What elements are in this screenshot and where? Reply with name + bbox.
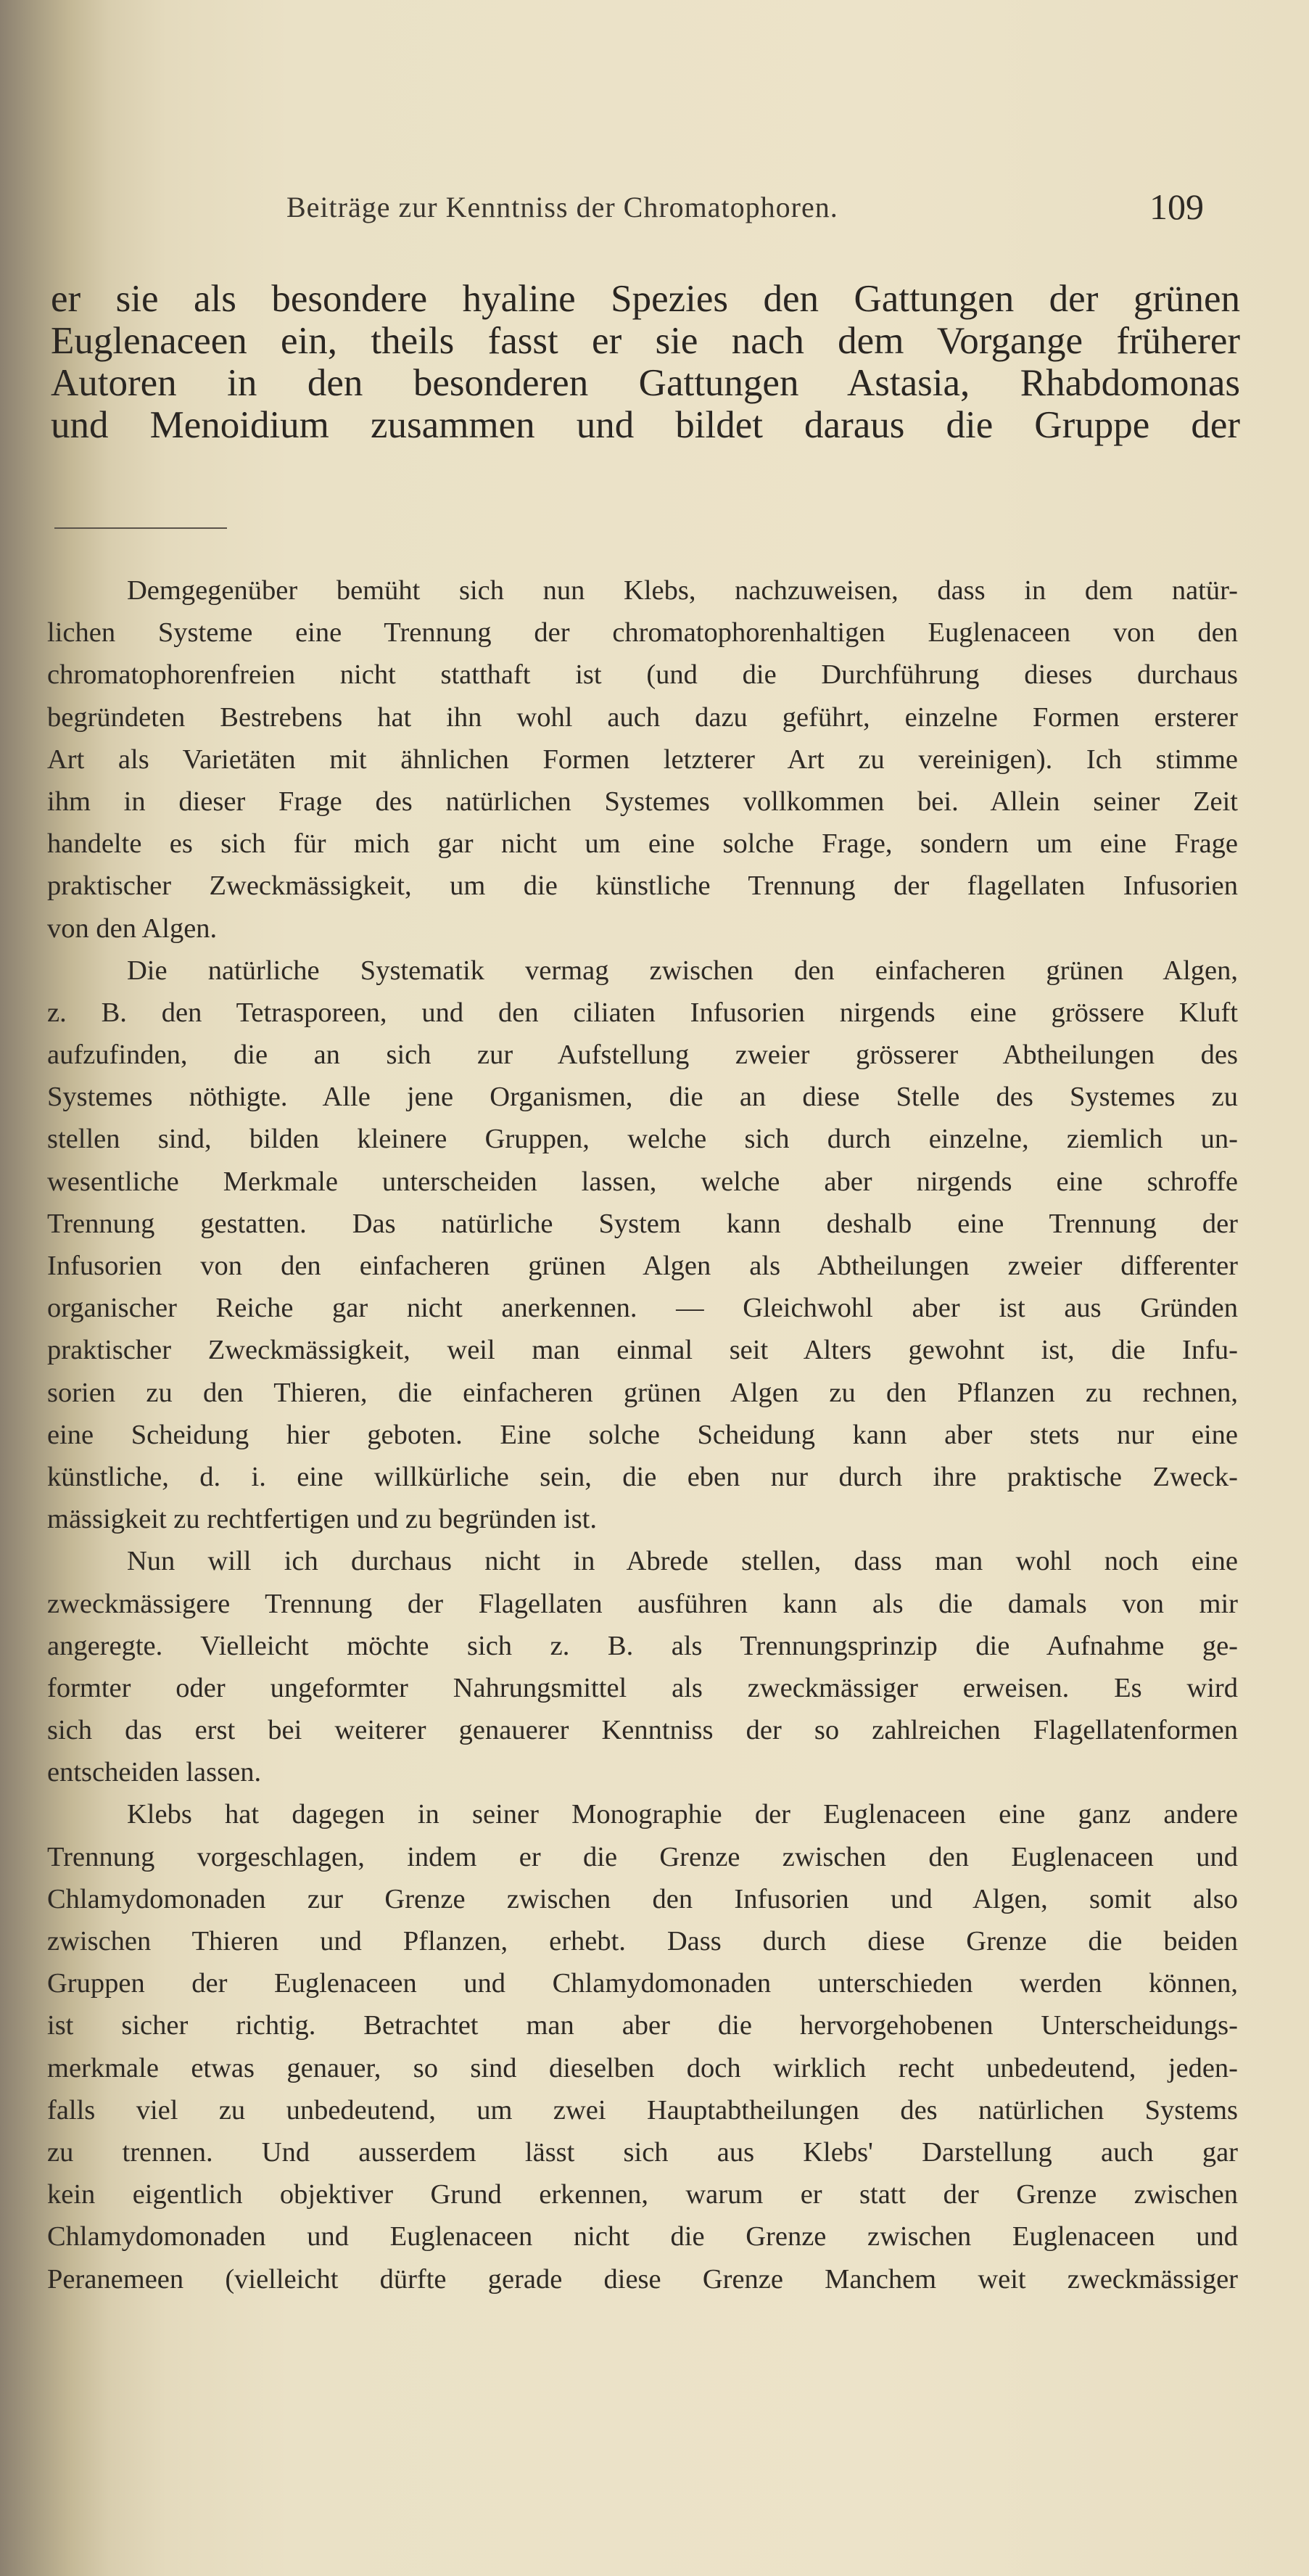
text-line: kein eigentlich objektiver Grund erkennen, warum er statt der Grenze zwischen	[47, 2179, 1238, 2210]
text-line: Peranemeen (vielleicht dürfte gerade diese Grenze Manchem weit zweckmässiger	[47, 2263, 1238, 2295]
text-line: wesentliche Merkmale unterscheiden lassen, welche aber nirgends eine schroffe	[47, 1166, 1238, 1197]
running-title: Beiträge zur Kenntniss der Chromatophoren.	[286, 191, 838, 223]
body-text	[47, 569, 1238, 2300]
text-line: Nun will ich durchaus nicht in Abrede stellen, dass man wohl noch eine	[127, 1546, 1238, 1577]
text-line: zweckmässigere Trennung der Flagellaten ausführen kann als die damals von mir	[47, 1588, 1238, 1619]
footnote-continuation	[51, 278, 1240, 446]
paragraph	[47, 569, 1238, 950]
text-line: von den Algen.	[47, 913, 218, 944]
paragraph	[47, 1793, 1238, 2300]
footnote-line: Autoren in den besonderen Gattungen Astasia, Rhabdomonas	[51, 362, 1240, 404]
text-line: Trennung gestatten. Das natürliche System kann deshalb eine Trennung der	[47, 1208, 1238, 1239]
text-line: Infusorien von den einfacheren grünen Algen als Abtheilungen zweier differenter	[47, 1251, 1238, 1281]
text-line: falls viel zu unbedeutend, um zwei Hauptabtheilungen des natürlichen Systems	[47, 2094, 1238, 2126]
text-line: lichen Systeme eine Trennung der chromatophorenhaltigen Euglenaceen von den	[47, 617, 1238, 649]
text-line: entscheiden lassen.	[47, 1757, 262, 1788]
text-line: Art als Varietäten mit ähnlichen Formen letzterer Art zu vereinigen). Ich stimme	[47, 744, 1238, 775]
text-line: praktischer Zweckmässigkeit, um die künstliche Trennung der flagellaten Infusorien	[47, 871, 1238, 902]
text-line: Systemes nöthigte. Alle jene Organismen, die an diese Stelle des Systemes zu	[47, 1082, 1238, 1113]
text-line: formter oder ungeformter Nahrungsmittel als zweckmässiger erweisen. Es wird	[47, 1672, 1238, 1703]
text-line: Gruppen der Euglenaceen und Chlamydomonaden unterschieden werden können,	[47, 1968, 1238, 1999]
text-line: Chlamydomonaden und Euglenaceen nicht die Grenze zwischen Euglenaceen und	[47, 2221, 1238, 2252]
page-number: 109	[1149, 186, 1204, 227]
text-line: stellen sind, bilden kleinere Gruppen, welche sich durch einzelne, ziemlich un-	[47, 1124, 1238, 1155]
text-line: mässigkeit zu rechtfertigen und zu begründen ist.	[47, 1504, 598, 1535]
text-line: künstliche, d. i. eine willkürliche sein, die eben nur durch ihre praktische Zweck-	[47, 1461, 1238, 1492]
paragraph	[47, 950, 1238, 1541]
text-line: z. B. den Tetrasporeen, und den ciliaten Infusorien nirgends eine grössere Kluft	[47, 997, 1238, 1028]
text-line: zwischen Thieren und Pflanzen, erhebt. Dass durch diese Grenze die beiden	[47, 1926, 1238, 1956]
text-line: angeregte. Vielleicht möchte sich z. B. als Trennungsprinzip die Aufnahme ge-	[47, 1630, 1238, 1661]
footnote-line: und Menoidium zusammen und bildet daraus die Gruppe der	[51, 404, 1240, 446]
page-header	[0, 186, 1309, 234]
text-line: Demgegenüber bemüht sich nun Klebs, nachzuweisen, dass in dem natür-	[127, 575, 1238, 606]
text-line: praktischer Zweckmässigkeit, weil man einmal seit Alters gewohnt ist, die Infu-	[47, 1335, 1238, 1366]
text-line: chromatophorenfreien nicht statthaft ist (und die Durchführung dieses durchaus	[47, 659, 1238, 691]
text-line: merkmale etwas genauer, so sind dieselben doch wirklich recht unbedeutend, jeden-	[47, 2052, 1238, 2083]
footnote-line: Euglenaceen ein, theils fasst er sie nach dem Vorgange früherer	[51, 320, 1240, 362]
section-divider	[54, 527, 227, 529]
text-line: sich das erst bei weiterer genauerer Kenntniss der so zahlreichen Flagellatenformen	[47, 1715, 1238, 1746]
text-line: ist sicher richtig. Betrachtet man aber die hervorgehobenen Unterscheidungs-	[47, 2010, 1238, 2041]
text-line: Chlamydomonaden zur Grenze zwischen den Infusorien und Algen, somit also	[47, 1883, 1238, 1914]
text-line: Trennung vorgeschlagen, indem er die Grenze zwischen den Euglenaceen und	[47, 1841, 1238, 1872]
text-line: Klebs hat dagegen in seiner Monographie der Euglenaceen eine ganz andere	[127, 1799, 1238, 1830]
text-line: eine Scheidung hier geboten. Eine solche Scheidung kann aber stets nur eine	[47, 1419, 1238, 1450]
footnote-line: er sie als besondere hyaline Spezies den Gattungen der grünen	[51, 278, 1240, 320]
text-line: zu trennen. Und ausserdem lässt sich aus Klebs' Darstellung auch gar	[47, 2136, 1238, 2168]
text-line: ihm in dieser Frage des natürlichen Systemes vollkommen bei. Allein seiner Zeit	[47, 786, 1238, 817]
text-line: begründeten Bestrebens hat ihn wohl auch dazu geführt, einzelne Formen ersterer	[47, 701, 1238, 733]
text-line: organischer Reiche gar nicht anerkennen. — Gleichwohl aber ist aus Gründen	[47, 1293, 1238, 1324]
text-line: sorien zu den Thieren, die einfacheren grünen Algen zu den Pflanzen zu rechnen,	[47, 1377, 1238, 1408]
text-line: handelte es sich für mich gar nicht um eine solche Frage, sondern um eine Frage	[47, 828, 1238, 860]
text-line: Die natürliche Systematik vermag zwischen den einfacheren grünen Algen,	[127, 955, 1238, 986]
text-line: aufzufinden, die an sich zur Aufstellung zweier grösserer Abtheilungen des	[47, 1040, 1238, 1071]
paragraph	[47, 1540, 1238, 1793]
